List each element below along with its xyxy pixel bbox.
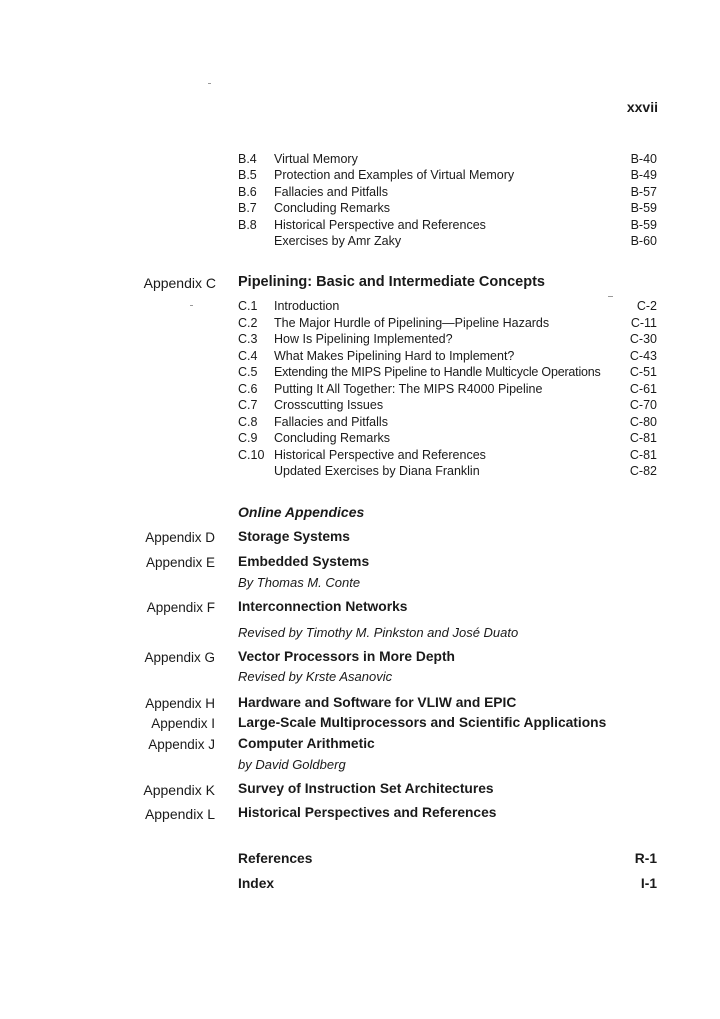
section-number: C.7	[238, 398, 258, 412]
index-page: I-1	[640, 876, 657, 891]
appendix-title[interactable]: Embedded Systems	[238, 554, 370, 569]
section-page: C-2	[636, 299, 657, 313]
section-title[interactable]: Fallacies and Pitfalls	[274, 415, 388, 429]
section-number: C.2	[238, 316, 258, 330]
appendix-label: Appendix F	[146, 600, 215, 615]
section-page: C-82	[629, 464, 657, 478]
section-number: B.5	[238, 168, 257, 182]
section-page: C-70	[629, 398, 657, 412]
section-title[interactable]: Concluding Remarks	[274, 201, 391, 215]
appendix-label: Appendix C	[143, 275, 216, 291]
section-number: C.10	[238, 448, 265, 462]
section-title[interactable]: Protection and Examples of Virtual Memory	[274, 168, 515, 182]
appendix-title[interactable]: Interconnection Networks	[238, 599, 408, 614]
index-title[interactable]: Index	[238, 876, 275, 891]
section-page: C-81	[629, 448, 657, 462]
appendix-label: Appendix G	[144, 650, 215, 665]
section-number: C.9	[238, 431, 258, 445]
scan-speck	[190, 305, 193, 306]
section-title[interactable]: Fallacies and Pitfalls	[274, 185, 388, 199]
appendix-author: by David Goldberg	[238, 757, 346, 772]
section-number: C.1	[238, 299, 258, 313]
section-title[interactable]: Virtual Memory	[274, 152, 358, 166]
section-number: B.7	[238, 201, 257, 215]
section-title[interactable]: Extending the MIPS Pipeline to Handle Multicycle Operations	[274, 365, 601, 379]
appendix-title[interactable]: Pipelining: Basic and Intermediate Concepts	[238, 274, 545, 290]
references-page: R-1	[634, 851, 657, 866]
appendix-label: Appendix E	[145, 555, 215, 570]
section-title[interactable]: Crosscutting Issues	[274, 398, 384, 412]
references-title[interactable]: References	[238, 851, 313, 866]
appendix-title[interactable]: Survey of Instruction Set Architectures	[238, 781, 494, 796]
section-title[interactable]: Concluding Remarks	[274, 431, 391, 445]
section-number: C.4	[238, 349, 258, 363]
appendix-label: Appendix J	[148, 737, 215, 752]
section-page: C-80	[629, 415, 657, 429]
section-number: C.3	[238, 332, 258, 346]
appendix-title[interactable]: Historical Perspectives and References	[238, 805, 497, 820]
section-page: B-49	[630, 168, 657, 182]
appendix-author: Revised by Timothy M. Pinkston and José Duato	[238, 625, 519, 640]
section-page: B-57	[630, 185, 657, 199]
section-number: B.8	[238, 218, 257, 232]
section-number: C.5	[238, 365, 258, 379]
appendix-label: Appendix H	[145, 696, 215, 711]
section-page: C-81	[629, 431, 657, 445]
section-page: B-59	[630, 201, 657, 215]
section-page: C-43	[629, 349, 657, 363]
section-title[interactable]: Historical Perspective and References	[274, 448, 486, 462]
page-number: xxvii	[626, 99, 658, 115]
section-page: B-40	[630, 152, 657, 166]
section-number: B.6	[238, 185, 257, 199]
section-page: B-60	[630, 234, 657, 248]
appendix-author: By Thomas M. Conte	[238, 575, 361, 590]
appendix-title[interactable]: Vector Processors in More Depth	[238, 649, 455, 664]
section-number: C.6	[238, 382, 258, 396]
appendix-title[interactable]: Storage Systems	[238, 529, 350, 544]
section-title[interactable]: Updated Exercises by Diana Franklin	[274, 464, 480, 478]
appendix-author: Revised by Krste Asanovic	[238, 669, 393, 684]
appendix-label: Appendix K	[143, 782, 215, 798]
section-page: B-59	[630, 218, 657, 232]
online-appendices-heading: Online Appendices	[238, 504, 365, 520]
section-page: C-30	[629, 332, 657, 346]
appendix-label: Appendix L	[144, 806, 215, 822]
section-title[interactable]: Exercises by Amr Zaky	[274, 234, 402, 248]
appendix-label: Appendix D	[145, 530, 215, 545]
appendix-title[interactable]: Hardware and Software for VLIW and EPIC	[238, 695, 517, 710]
section-page: C-51	[629, 365, 657, 379]
appendix-title[interactable]: Computer Arithmetic	[238, 736, 375, 751]
appendix-title[interactable]: Large-Scale Multiprocessors and Scientific Applications	[238, 715, 607, 730]
section-title[interactable]: Putting It All Together: The MIPS R4000 Pipeline	[274, 382, 543, 396]
section-title[interactable]: Historical Perspective and References	[274, 218, 486, 232]
scan-speck	[608, 296, 613, 297]
section-page: C-61	[629, 382, 657, 396]
section-title[interactable]: The Major Hurdle of Pipelining—Pipeline Hazards	[274, 316, 550, 330]
section-title[interactable]: Introduction	[274, 299, 340, 313]
section-number: C.8	[238, 415, 258, 429]
section-page: C-11	[630, 316, 657, 330]
section-number: B.4	[238, 152, 257, 166]
section-title[interactable]: What Makes Pipelining Hard to Implement?	[274, 349, 515, 363]
section-title[interactable]: How Is Pipelining Implemented?	[274, 332, 453, 346]
scan-speck	[208, 83, 211, 84]
appendix-label: Appendix I	[151, 716, 215, 731]
